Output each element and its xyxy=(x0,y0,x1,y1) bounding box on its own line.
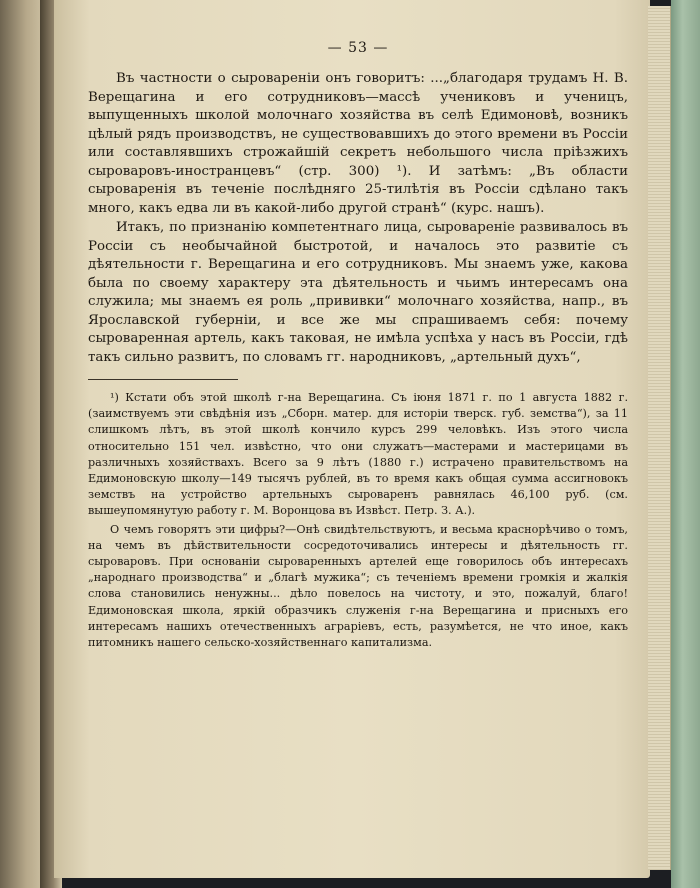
footnote-1: ¹) Кстати объ этой школѣ г-на Верещагина. Съ іюня 1871 г. по 1 августа 1882 г. (заимствуемъ эти свѣдѣнія изъ „Сборн. матер. для исторіи тверск. губ. земства“), за 11 слишкомъ лѣтъ, въ этой школѣ кончило курсъ 299 человѣкъ. Изъ этого числа относительно 151 чел. извѣстно, что они служатъ—мастерами и мастерицами въ различныхъ хозяйствахъ. Всего за 9 лѣтъ (1880 г.) истрачено правительствомъ на Едимоновскую школу—149 тысячъ рублей, въ то время какъ общая сумма ассигновокъ земствъ на устройство артельныхъ сыроваренъ равнялась 46,100 руб. (см. вышеупомянутую работу г. М. Воронцова въ Извѣст. Петр. З. А.). xyxy=(88,391,628,518)
footnote-divider xyxy=(88,379,238,380)
paragraph-1: Въ частности о сыровареніи онъ говоритъ: ...„благодаря трудамъ Н. В. Верещагина и его сотрудниковъ—массѣ учениковъ и ученицъ, выпущенныхъ школой молочнаго хозяйства въ селѣ Едимоновѣ, возникъ цѣлый рядъ производствъ, не существовавшихъ до этого времени въ Россіи или составлявшихъ строжайшій секретъ небольшого числа пріѣзжихъ сыроваровъ-иностранцевъ“ (стр. 300) ¹). И затѣмъ: „Въ области сыроваренія въ теченіе послѣдняго 25-тилѣтія въ Россіи сдѣлано такъ много, какъ едва ли въ какой-либо другой странѣ“ (курс. нашъ). xyxy=(88,71,628,216)
page-block-edge xyxy=(648,6,671,870)
paragraph-2: Итакъ, по признанію компетентнаго лица, сыровареніе развивалось въ Россіи съ необычайной быстротой, и началось это развитіе съ дѣятельности г. Верещагина и его сотрудниковъ. Мы знаемъ уже, какова была по своему характеру эта дѣятельность и чьимъ интересамъ она служила; мы знаемъ ея роль „прививки“ молочнаго хозяйства, напр., въ Ярославской губерніи, и все же мы спрашиваемъ себя: почему сыроваренная артель, какъ таковая, не имѣла успѣха у насъ въ Россіи, гдѣ такъ сильно развитъ, по словамъ гг. народниковъ, „артельный духъ“, xyxy=(88,220,628,365)
book-page xyxy=(54,0,650,878)
page-content xyxy=(88,40,628,651)
footnote-2: О чемъ говорятъ эти цифры?—Онѣ свидѣтельствуютъ, и весьма краснорѣчиво о томъ, на чемъ въ дѣйствительности сосредоточивались интересы и дѣятельность гг. сыроваровъ. При основаніи сыроваренныхъ артелей еще говорилось объ интересахъ „народнаго производства“ и „благѣ мужика“; съ теченіемъ времени громкія и жалкія слова становились ненужны... дѣло повелось на чистоту, и это, пожалуй, благо! Едимоновская школа, яркій образчикъ служенія г-на Верещагина и присныхъ его интересамъ нашихъ отечественныхъ аграріевъ, есть, разумѣется, не что иное, какъ питомникъ нашего сельско-хозяйственнаго капитализма. xyxy=(88,522,628,650)
page-number: — 53 — xyxy=(327,40,389,56)
book-cover xyxy=(671,0,700,888)
